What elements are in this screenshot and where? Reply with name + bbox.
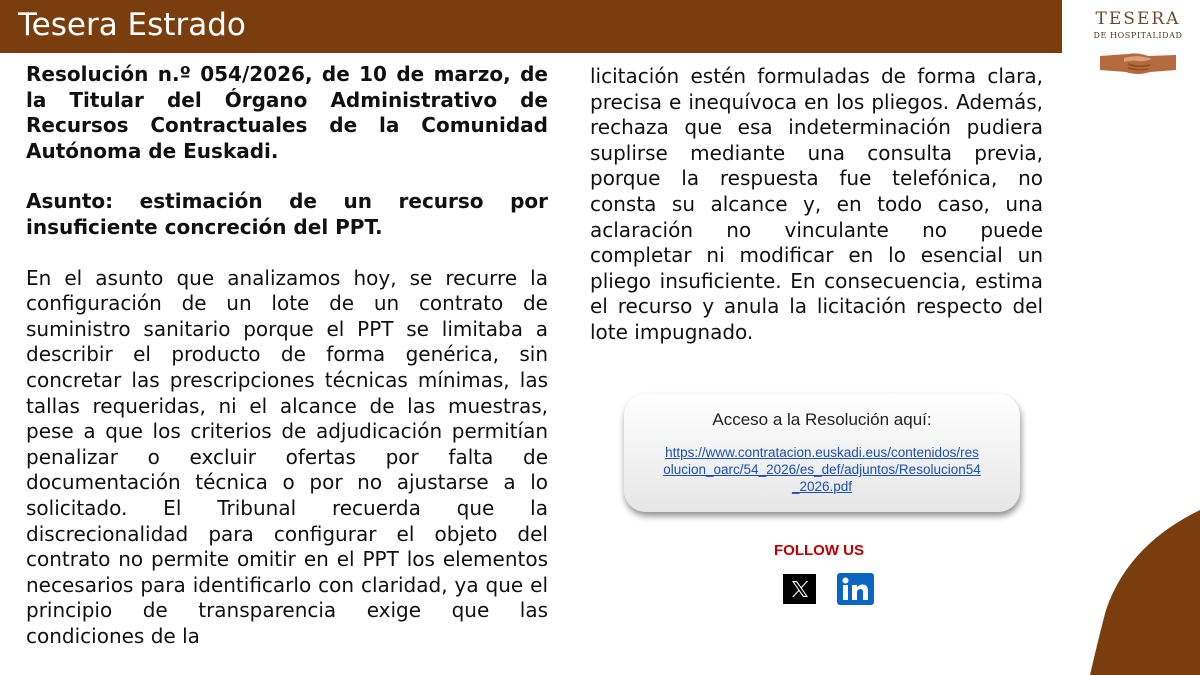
header-title: Tesera Estrado [18, 7, 246, 43]
decorative-corner-shape [1068, 500, 1200, 675]
logo-name: TESERA [1095, 9, 1181, 29]
subject-heading: Asunto: estimación de un recurso por insuficiente concreción del PPT. [26, 189, 548, 239]
hands-icon [1098, 48, 1178, 78]
resolution-access-box [624, 394, 1020, 512]
access-title: Acceso a la Resolución aquí: [712, 410, 932, 429]
article-right-column [590, 64, 1043, 346]
x-icon[interactable] [783, 574, 816, 604]
body-text-right: licitación estén formuladas de forma clara, precisa e inequívoca en los pliegos. Además, rechaza que esa indeterminación pudiera suplirse mediante una consulta previa, porque la respuesta fue telefónica, no consta su alcance y, en todo caso, una aclaración no vinculante no puede completar ni modificar en lo esencial un pliego insuficiente. En consecuencia, estima el recurso y anula la licitación respecto del lote impugnado. [590, 64, 1043, 344]
resolution-link[interactable]: https://www.contratacion.euskadi.eus/contenidos/resolucion_oarc/54_2026/es_def/adjuntos/Resolucion54_2026.pdf [663, 445, 981, 494]
logo [1082, 8, 1194, 88]
resolution-heading: Resolución n.º 054/2026, de 10 de marzo, de la Titular del Órgano Administrativo de Recursos Contractuales de la Comunidad Autónoma de Euskadi. [26, 62, 548, 163]
article-left-column [26, 62, 548, 649]
logo-tagline: DE HOSPITALIDAD [1093, 31, 1183, 40]
body-text-left: En el asunto que analizamos hoy, se recurre la configuración de un lote de un contrato de suministro sanitario porque el PPT se limitaba a describir el producto de forma genérica, sin concretar las prescripciones técnicas mínimas, las tallas requeridas, ni el alcance de las muestras, pese a que los criterios de adjudicación permitían penalizar o excluir ofertas por falta de documentación técnica o por no ajustarse a lo solicitado. El Tribunal recuerda que la discrecionalidad para configurar el objeto del contrato no permite omitir en el PPT los elementos necesarios para identificarlo con claridad, ya que el principio de transparencia exige que las condiciones de la [26, 265, 548, 648]
header-bar [0, 0, 1062, 53]
follow-us-label: FOLLOW US [774, 542, 864, 559]
linkedin-icon[interactable] [837, 573, 874, 605]
